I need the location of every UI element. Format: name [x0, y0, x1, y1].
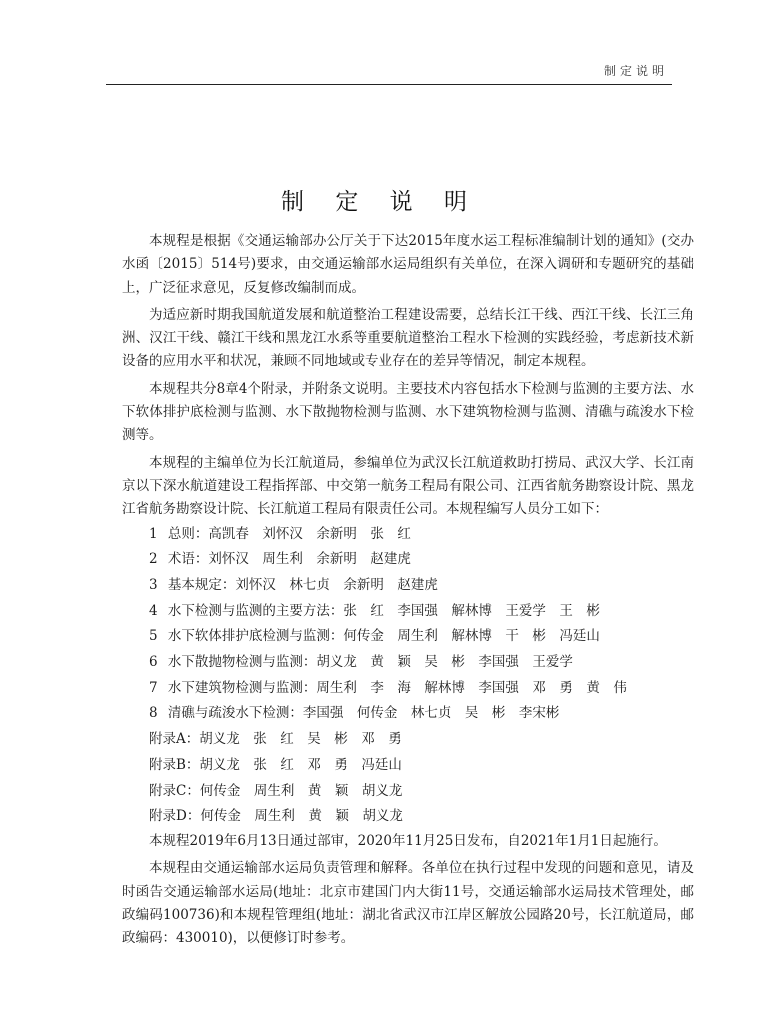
list-item: 附录D：何传金 周生利 黄 颖 胡义龙: [149, 808, 403, 825]
list-item: 2 术语：刘怀汉 周生利 余新明 赵建虎: [149, 551, 411, 568]
list-item: 6 水下散抛物检测与监测：胡义龙 黄 颖 吴 彬 李国强 王爱学: [149, 654, 573, 671]
document-body: [122, 230, 694, 950]
paragraph: 本规程由交通运输部水运局负责管理和解释。各单位在执行过程中发现的问题和意见，请及时函告交通运输部水运局(地址：北京市建国门内大街11号，交通运输部水运局技术管理处，邮政编码100736)和本规程管理组(地址：湖北省武汉市江岸区解放公园路20号，长江航道局，邮政编码：430010)，以便修订时参考。: [122, 860, 694, 947]
list-item: 5 水下软体排护底检测与监测：何传金 周生利 解林博 干 彬 冯廷山: [149, 628, 600, 645]
list-item: 4 水下检测与监测的主要方法：张 红 李国强 解林博 王爱学 王 彬: [149, 602, 600, 619]
list-item: 附录B：胡义龙 张 红 邓 勇 冯廷山: [149, 756, 402, 773]
list-item: 附录C：何传金 周生利 黄 颖 胡义龙: [149, 782, 403, 799]
author-assignment-list: [122, 522, 694, 830]
running-title: 制定说明: [603, 64, 668, 78]
list-item: 3 基本规定：刘怀汉 林七贞 余新明 赵建虎: [149, 576, 438, 593]
list-item: 1 总则：高凯春 刘怀汉 余新明 张 红: [149, 525, 411, 542]
header-rule: [106, 84, 672, 85]
list-item: 7 水下建筑物检测与监测：周生利 李 海 解林博 李国强 邓 勇 黄 伟: [149, 679, 627, 696]
list-item: 8 清礁与疏浚水下检测：李国强 何传金 林七贞 吴 彬 李宋彬: [149, 705, 560, 722]
paragraph: 本规程共分8章4个附录，并附条文说明。主要技术内容包括水下检测与监测的主要方法、水下软体排护底检测与监测、水下散抛物检测与监测、水下建筑物检测与监测、清礁与疏浚水下检测等。: [122, 380, 694, 444]
list-item: 附录A：胡义龙 张 红 吴 彬 邓 勇: [149, 731, 402, 748]
paragraph: 本规程是根据《交通运输部办公厅关于下达2015年度水运工程标准编制计划的通知》(交办水函〔2015〕514号)要求，由交通运输部水运局组织有关单位，在深入调研和专题研究的基础上，广泛征求意见，反复修改编制而成。: [122, 233, 694, 296]
paragraph: 本规程2019年6月13日通过部审，2020年11月25日发布，自2021年1月1日起施行。: [149, 833, 667, 849]
paragraph: 为适应新时期我国航道发展和航道整治工程建设需要，总结长江干线、西江干线、长江三角洲、汉江干线、赣江干线和黑龙江水系等重要航道整治工程水下检测的实践经验，考虑新技术新设备的应用水平和状况，兼顾不同地域或专业存在的差异等情况，制定本规程。: [122, 306, 694, 370]
page-title: 制 定 说 明: [281, 189, 479, 215]
paragraph: 本规程的主编单位为长江航道局，参编单位为武汉长江航道救助打捞局、武汉大学、长江南京以下深水航道建设工程指挥部、中交第一航务工程局有限公司、江西省航务勘察设计院、黑龙江省航务勘察设计院、长江航道工程局有限责任公司。本规程编写人员分工如下：: [122, 454, 694, 518]
